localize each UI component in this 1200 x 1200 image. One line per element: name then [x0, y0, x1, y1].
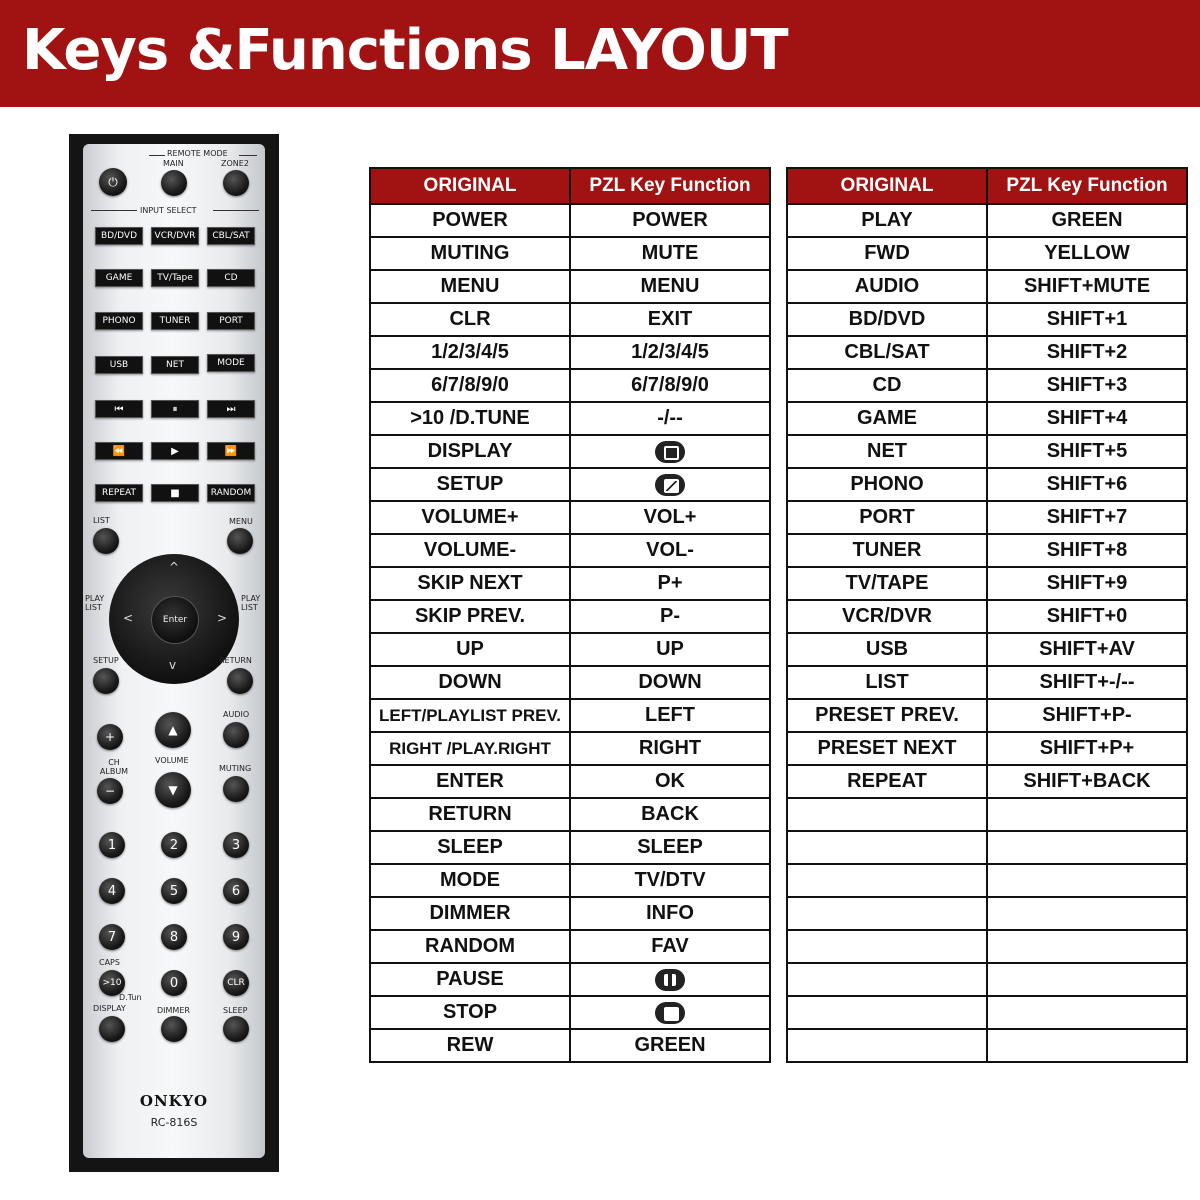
table-row — [787, 600, 1187, 633]
divider — [213, 210, 259, 211]
number-button: 8 — [161, 924, 187, 950]
pzl-function-cell — [570, 468, 770, 501]
audio-label: AUDIO — [223, 710, 250, 719]
pzl-function-cell — [987, 798, 1187, 831]
table-row — [787, 798, 1187, 831]
original-key-cell: PRESET NEXT — [787, 732, 987, 765]
menu-button — [227, 528, 253, 554]
table-row — [370, 666, 770, 699]
pzl-function-cell: RIGHT — [570, 732, 770, 765]
menu-label: MENU — [229, 517, 253, 526]
original-key-cell: 6/7/8/9/0 — [370, 369, 570, 402]
remote-face — [83, 144, 265, 1158]
number-button: 5 — [161, 878, 187, 904]
table-row — [787, 501, 1187, 534]
repeat-button: REPEAT — [95, 484, 143, 502]
caps-label: CAPS — [99, 958, 120, 967]
table-row — [370, 270, 770, 303]
return-button — [227, 668, 253, 694]
table-row — [787, 1029, 1187, 1062]
pzl-function-cell: SHIFT+1 — [987, 303, 1187, 336]
original-key-cell: FWD — [787, 237, 987, 270]
table-row — [787, 963, 1187, 996]
table-row — [787, 765, 1187, 798]
power-icon: ⏻ — [99, 168, 127, 196]
original-key-cell: RANDOM — [370, 930, 570, 963]
table-row — [787, 930, 1187, 963]
original-key-cell: TUNER — [787, 534, 987, 567]
enter-button: Enter — [151, 596, 199, 644]
table-row — [370, 864, 770, 897]
pzl-function-cell: SHIFT+7 — [987, 501, 1187, 534]
table-row — [787, 435, 1187, 468]
play-list-right-label: PLAY LIST — [241, 594, 261, 612]
setup-label: SETUP — [93, 656, 119, 665]
table-row — [370, 501, 770, 534]
list-label: LIST — [93, 516, 110, 525]
original-key-cell: SKIP PREV. — [370, 600, 570, 633]
table-row — [787, 402, 1187, 435]
table-row — [370, 237, 770, 270]
table-row — [370, 897, 770, 930]
volume-down-icon: ▼ — [155, 772, 191, 808]
dimmer-label: DIMMER — [157, 1006, 190, 1015]
input-button: CBL/SAT — [207, 227, 255, 245]
pzl-function-cell: VOL- — [570, 534, 770, 567]
list-button — [93, 528, 119, 554]
display-button — [99, 1016, 125, 1042]
table-row — [787, 468, 1187, 501]
left-arrow-icon: < — [123, 611, 134, 625]
pzl-function-cell: MUTE — [570, 237, 770, 270]
setup-icon — [655, 474, 685, 496]
pzl-function-cell — [987, 996, 1187, 1029]
table-row — [787, 270, 1187, 303]
display-label: DISPLAY — [93, 1004, 126, 1013]
pzl-function-cell: P+ — [570, 567, 770, 600]
pzl-function-cell: SHIFT+AV — [987, 633, 1187, 666]
pzl-function-cell — [987, 1029, 1187, 1062]
table-row — [370, 732, 770, 765]
pause-icon — [655, 969, 685, 991]
pzl-function-cell: DOWN — [570, 666, 770, 699]
original-key-cell: RETURN — [370, 798, 570, 831]
pzl-function-cell: SLEEP — [570, 831, 770, 864]
table-row — [787, 204, 1187, 237]
original-key-cell — [787, 897, 987, 930]
original-key-cell: RIGHT /PLAY.RIGHT — [370, 732, 570, 765]
clr-button: CLR — [223, 970, 249, 996]
remote-mode-label: REMOTE MODE — [167, 149, 228, 158]
table-row — [370, 963, 770, 996]
page-title: Keys &Functions LAYOUT — [22, 18, 788, 83]
zone2-button — [223, 170, 249, 196]
original-key-cell: UP — [370, 633, 570, 666]
volume-up-icon: ▲ — [155, 712, 191, 748]
original-key-cell: DIMMER — [370, 897, 570, 930]
pause-icon: ⏸ — [151, 400, 199, 418]
number-button: 3 — [223, 832, 249, 858]
pzl-function-cell: 1/2/3/4/5 — [570, 336, 770, 369]
table-row — [370, 468, 770, 501]
input-button: NET — [151, 356, 199, 374]
sleep-button — [223, 1016, 249, 1042]
table-row — [370, 798, 770, 831]
remote-control-image — [69, 134, 279, 1172]
pzl-function-cell — [570, 435, 770, 468]
original-key-cell: PORT — [787, 501, 987, 534]
original-key-cell — [787, 798, 987, 831]
pzl-function-cell: OK — [570, 765, 770, 798]
up-arrow-icon: ^ — [169, 560, 180, 574]
original-key-cell: TV/TAPE — [787, 567, 987, 600]
original-key-cell: PAUSE — [370, 963, 570, 996]
key-table-left — [369, 167, 771, 1063]
original-key-cell — [787, 996, 987, 1029]
table-row — [787, 897, 1187, 930]
stop-icon — [655, 1002, 685, 1024]
number-button: 1 — [99, 832, 125, 858]
table-row — [370, 633, 770, 666]
original-key-cell — [787, 864, 987, 897]
rewind-icon: ⏪ — [95, 442, 143, 460]
pzl-function-cell: SHIFT+P- — [987, 699, 1187, 732]
table-row — [787, 666, 1187, 699]
table-row — [787, 996, 1187, 1029]
original-key-cell: ENTER — [370, 765, 570, 798]
original-key-cell: PRESET PREV. — [787, 699, 987, 732]
pzl-function-cell: UP — [570, 633, 770, 666]
original-key-cell: BD/DVD — [787, 303, 987, 336]
original-key-cell: SKIP NEXT — [370, 567, 570, 600]
number-button: 9 — [223, 924, 249, 950]
input-button: USB — [95, 356, 143, 374]
pzl-function-cell: SHIFT+5 — [987, 435, 1187, 468]
original-key-cell: STOP — [370, 996, 570, 1029]
play-list-left-label: PLAY LIST — [85, 594, 105, 612]
number-button: 0 — [161, 970, 187, 996]
table-row — [787, 336, 1187, 369]
input-button: TUNER — [151, 312, 199, 330]
title-banner — [0, 0, 1200, 107]
input-button: CD — [207, 269, 255, 287]
input-select-label: INPUT SELECT — [140, 206, 197, 215]
original-key-cell: GAME — [787, 402, 987, 435]
table-row — [370, 699, 770, 732]
original-key-cell: SETUP — [370, 468, 570, 501]
pzl-function-cell — [987, 963, 1187, 996]
pzl-function-cell: MENU — [570, 270, 770, 303]
original-key-cell: CD — [787, 369, 987, 402]
header-pzl-function: PZL Key Function — [570, 168, 770, 204]
table-row — [370, 435, 770, 468]
pzl-function-cell: SHIFT+9 — [987, 567, 1187, 600]
d-tun-label: D.Tun — [119, 993, 142, 1002]
table-row — [370, 534, 770, 567]
pzl-function-cell: SHIFT+MUTE — [987, 270, 1187, 303]
number-button: >10 — [99, 970, 125, 996]
original-key-cell: >10 /D.TUNE — [370, 402, 570, 435]
pzl-function-cell: INFO — [570, 897, 770, 930]
table-row — [370, 336, 770, 369]
input-button: BD/DVD — [95, 227, 143, 245]
table-row — [787, 534, 1187, 567]
original-key-cell: CLR — [370, 303, 570, 336]
pzl-function-cell: P- — [570, 600, 770, 633]
original-key-cell: MENU — [370, 270, 570, 303]
main-button — [161, 170, 187, 196]
pzl-function-cell: SHIFT+4 — [987, 402, 1187, 435]
down-arrow-icon: v — [169, 658, 177, 672]
original-key-cell: SLEEP — [370, 831, 570, 864]
original-key-cell: 1/2/3/4/5 — [370, 336, 570, 369]
key-table-right — [786, 167, 1188, 1063]
input-button: GAME — [95, 269, 143, 287]
original-key-cell: POWER — [370, 204, 570, 237]
header-original: ORIGINAL — [370, 168, 570, 204]
muting-label: MUTING — [219, 764, 252, 773]
divider — [91, 210, 137, 211]
table-header-row — [370, 168, 770, 204]
original-key-cell: VOLUME+ — [370, 501, 570, 534]
original-key-cell: PHONO — [787, 468, 987, 501]
pzl-function-cell: POWER — [570, 204, 770, 237]
pzl-function-cell: EXIT — [570, 303, 770, 336]
ch-down-button: − — [97, 778, 123, 804]
original-key-cell: VCR/DVR — [787, 600, 987, 633]
skip-next-icon: ⏭ — [207, 400, 255, 418]
original-key-cell: MUTING — [370, 237, 570, 270]
original-key-cell: DISPLAY — [370, 435, 570, 468]
table-row — [370, 402, 770, 435]
original-key-cell: MODE — [370, 864, 570, 897]
pzl-function-cell: SHIFT+8 — [987, 534, 1187, 567]
pzl-function-cell: SHIFT+BACK — [987, 765, 1187, 798]
pzl-function-cell: TV/DTV — [570, 864, 770, 897]
original-key-cell: CBL/SAT — [787, 336, 987, 369]
stop-icon: ■ — [151, 484, 199, 502]
display-icon — [655, 441, 685, 463]
original-key-cell: NET — [787, 435, 987, 468]
original-key-cell — [787, 930, 987, 963]
table-row — [370, 600, 770, 633]
input-button: PORT — [207, 312, 255, 330]
input-button: VCR/DVR — [151, 227, 199, 245]
input-button: PHONO — [95, 312, 143, 330]
muting-button — [223, 776, 249, 802]
table-row — [787, 831, 1187, 864]
pzl-function-cell: SHIFT+P+ — [987, 732, 1187, 765]
table-row — [370, 996, 770, 1029]
table-row — [370, 765, 770, 798]
original-key-cell: PLAY — [787, 204, 987, 237]
table-row — [787, 633, 1187, 666]
ch-up-button: + — [97, 724, 123, 750]
pzl-function-cell: FAV — [570, 930, 770, 963]
original-key-cell: LIST — [787, 666, 987, 699]
original-key-cell: USB — [787, 633, 987, 666]
table-row — [370, 567, 770, 600]
table-row — [787, 699, 1187, 732]
number-button: 7 — [99, 924, 125, 950]
pzl-function-cell — [987, 864, 1187, 897]
table-row — [370, 831, 770, 864]
pzl-function-cell: GREEN — [570, 1029, 770, 1062]
original-key-cell: LEFT/PLAYLIST PREV. — [370, 699, 570, 732]
pzl-function-cell: GREEN — [987, 204, 1187, 237]
setup-button — [93, 668, 119, 694]
number-button: 2 — [161, 832, 187, 858]
pzl-function-cell: SHIFT+0 — [987, 600, 1187, 633]
pzl-function-cell: SHIFT+2 — [987, 336, 1187, 369]
table-row — [370, 369, 770, 402]
brand-logo: ONKYO — [139, 1092, 209, 1110]
random-button: RANDOM — [207, 484, 255, 502]
pzl-function-cell — [987, 897, 1187, 930]
sleep-label: SLEEP — [223, 1006, 248, 1015]
pzl-function-cell: SHIFT+6 — [987, 468, 1187, 501]
pzl-function-cell — [570, 963, 770, 996]
pzl-function-cell: YELLOW — [987, 237, 1187, 270]
table-row — [370, 1029, 770, 1062]
table-row — [787, 237, 1187, 270]
table-row — [787, 369, 1187, 402]
right-arrow-icon: > — [217, 611, 228, 625]
pzl-function-cell: 6/7/8/9/0 — [570, 369, 770, 402]
pzl-function-cell: LEFT — [570, 699, 770, 732]
pzl-function-cell: -/-- — [570, 402, 770, 435]
model-number: RC-816S — [150, 1116, 198, 1129]
input-button: TV/Tape — [151, 269, 199, 287]
original-key-cell — [787, 831, 987, 864]
fast-forward-icon: ⏩ — [207, 442, 255, 460]
main-label: MAIN — [163, 159, 184, 168]
table-row — [370, 204, 770, 237]
zone2-label: ZONE2 — [221, 159, 249, 168]
pzl-function-cell: BACK — [570, 798, 770, 831]
return-label: RETURN — [219, 656, 252, 665]
play-icon: ▶ — [151, 442, 199, 460]
table-header-row — [787, 168, 1187, 204]
skip-prev-icon: ⏮ — [95, 400, 143, 418]
original-key-cell — [787, 963, 987, 996]
original-key-cell: REPEAT — [787, 765, 987, 798]
pzl-function-cell: VOL+ — [570, 501, 770, 534]
input-button: MODE — [207, 354, 255, 372]
header-pzl-function: PZL Key Function — [987, 168, 1187, 204]
table-row — [787, 303, 1187, 336]
pzl-function-cell — [987, 930, 1187, 963]
table-row — [370, 303, 770, 336]
table-row — [787, 732, 1187, 765]
dimmer-button — [161, 1016, 187, 1042]
divider — [239, 155, 257, 156]
pzl-function-cell — [987, 831, 1187, 864]
original-key-cell — [787, 1029, 987, 1062]
table-row — [787, 864, 1187, 897]
header-original: ORIGINAL — [787, 168, 987, 204]
divider — [149, 155, 165, 156]
original-key-cell: DOWN — [370, 666, 570, 699]
table-row — [787, 567, 1187, 600]
original-key-cell: VOLUME- — [370, 534, 570, 567]
pzl-function-cell: SHIFT+3 — [987, 369, 1187, 402]
volume-label: VOLUME — [155, 756, 189, 765]
original-key-cell: AUDIO — [787, 270, 987, 303]
audio-button — [223, 722, 249, 748]
pzl-function-cell — [570, 996, 770, 1029]
number-button: 4 — [99, 878, 125, 904]
number-button: 6 — [223, 878, 249, 904]
table-row — [370, 930, 770, 963]
original-key-cell: REW — [370, 1029, 570, 1062]
pzl-function-cell: SHIFT+-/-- — [987, 666, 1187, 699]
ch-album-label: CH ALBUM — [99, 758, 129, 776]
